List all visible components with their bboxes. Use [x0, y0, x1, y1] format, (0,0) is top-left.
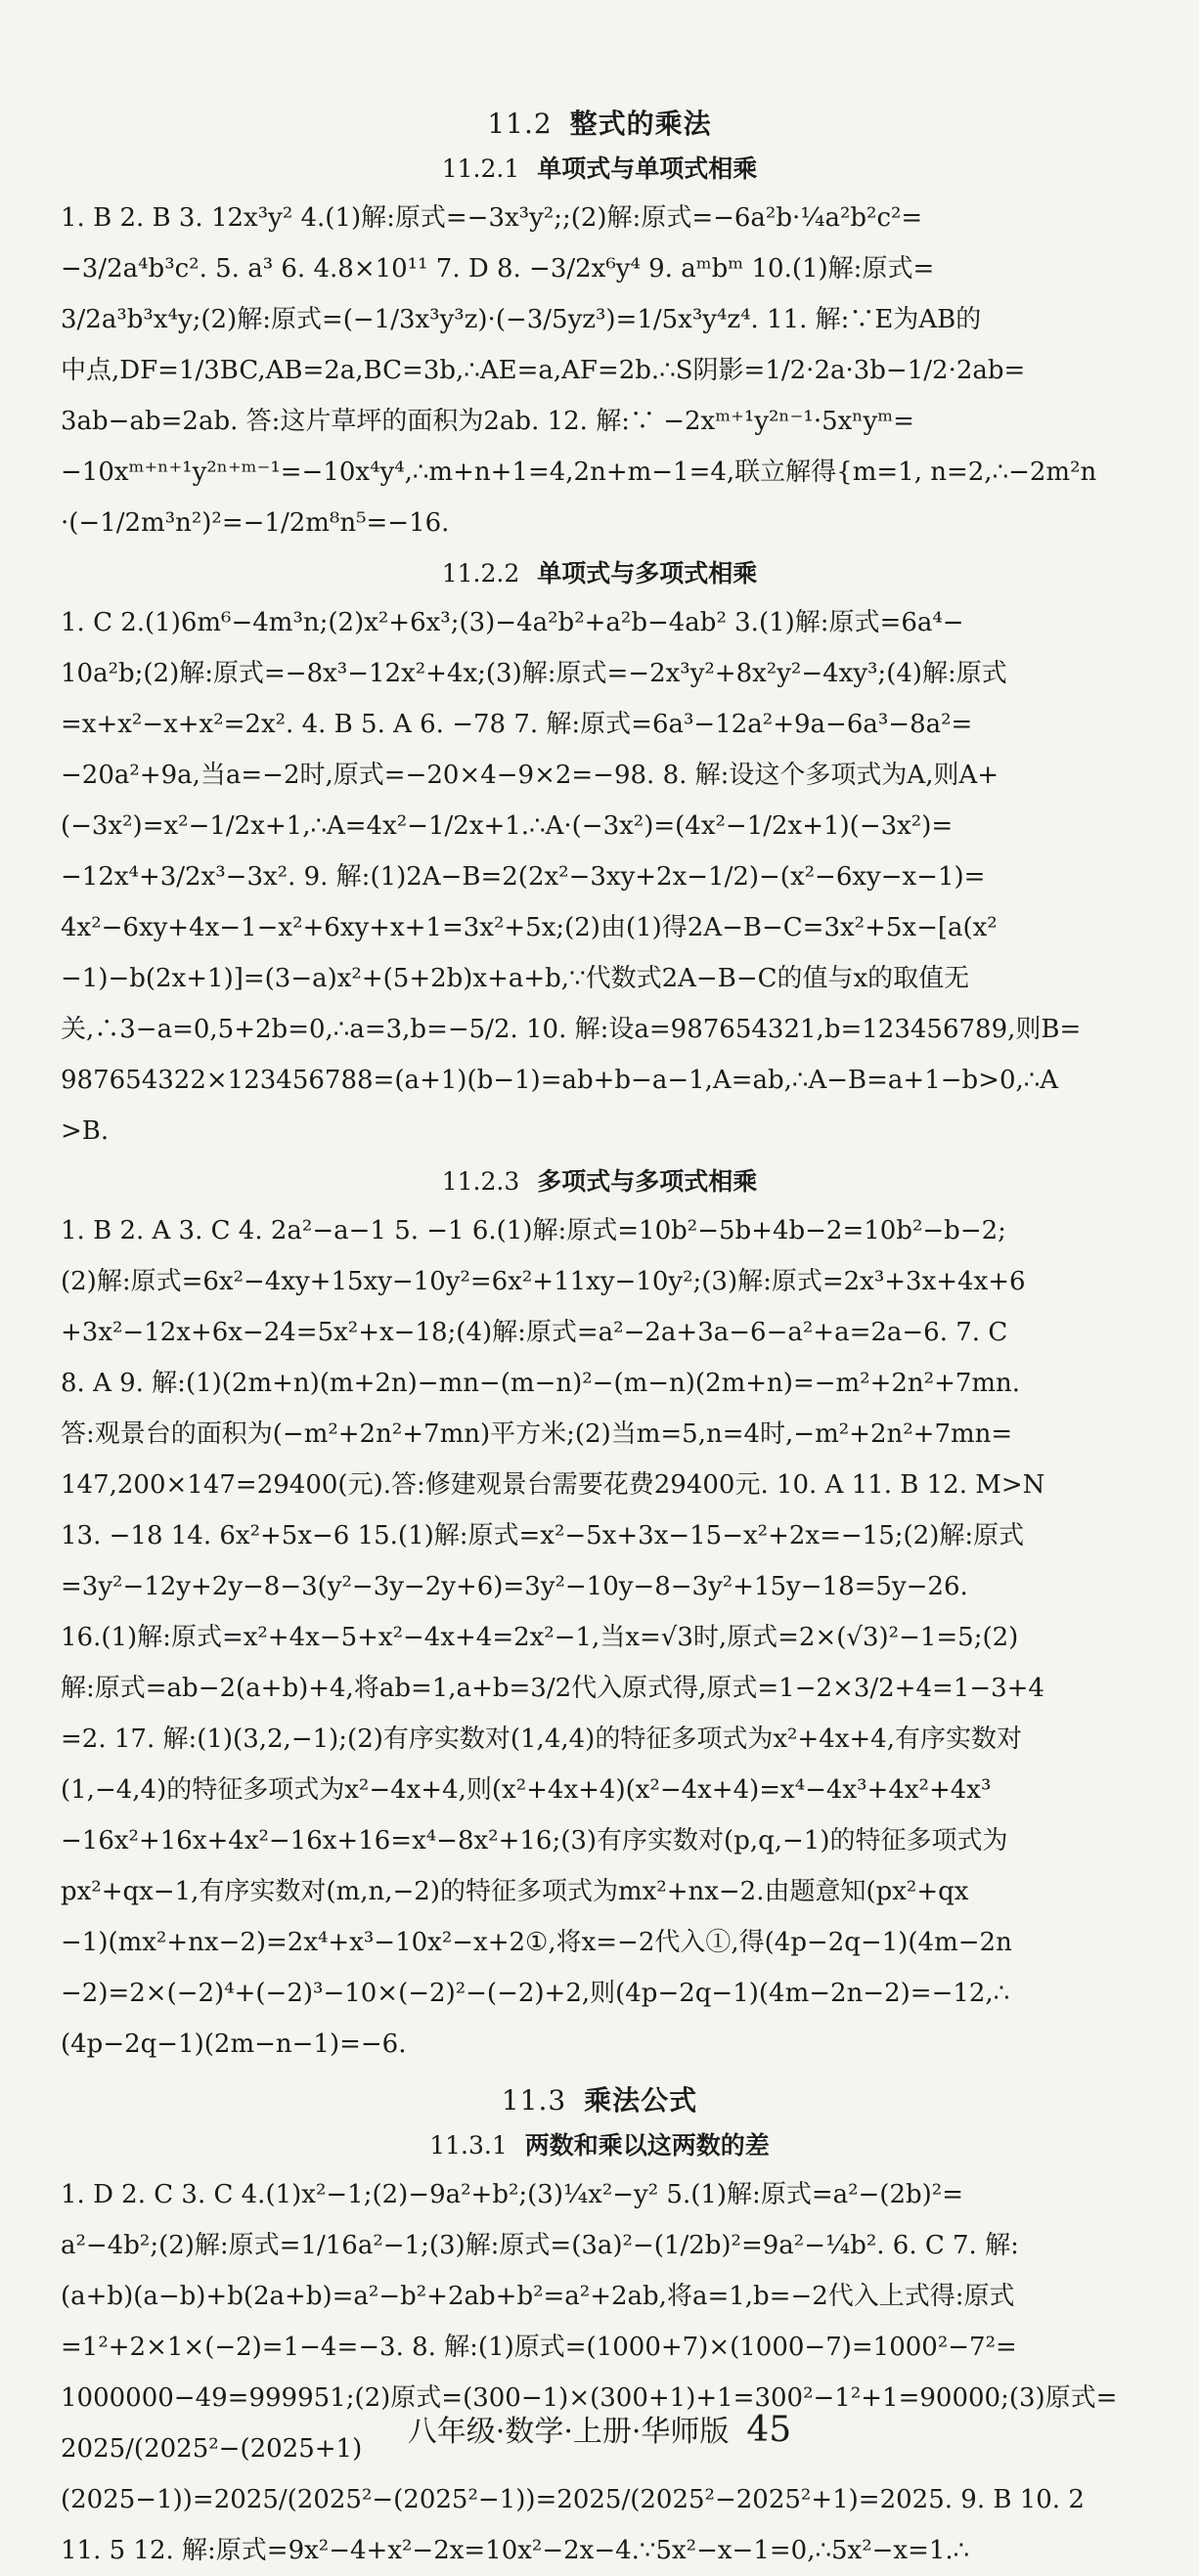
answer-line: 1. D 2. C 3. C 4.(1)x²−1;(2)−9a²+b²;(3)¼x²−y² 5.(1)解:原式=a²−(2b)²=	[61, 2180, 963, 2209]
heading-title: 单项式与多项式相乘	[537, 559, 758, 588]
heading-number: 11.2.2	[441, 559, 520, 588]
answer-line: 2025/(2025²−(2025+1)(2025−1))=2025/(2025²−(2025²−1))=2025/(2025²−2025²+1)=2025. 9. B 10. 2	[61, 2434, 1085, 2514]
answer-line: (1,−4,4)的特征多项式为x²−4x+4,则(x²+4x+4)(x²−4x+4)=x⁴−4x³+4x²+4x³	[61, 1775, 992, 1805]
answer-line: 147,200×147=29400(元).答:修建观景台需要花费29400元. 10. A 11. B 12. M>N	[61, 1470, 1045, 1500]
answer-line: 关,∴3−a=0,5+2b=0,∴a=3,b=−5/2. 10. 解:设a=987654321,b=123456789,则B=	[61, 1015, 1082, 1044]
answer-line: 1000000−49=999951;(2)原式=(300−1)×(300+1)+1=300²−1²+1=90000;(3)原式=	[61, 2383, 1118, 2413]
answer-line: >B.	[61, 1116, 110, 1146]
subsection-heading	[61, 1162, 1138, 1198]
answer-line: 答:观景台的面积为(−m²+2n²+7mn)平方米;(2)当m=5,n=4时,−m²+2n²+7mn=	[61, 1419, 1013, 1449]
answer-line: ·(−1/2m³n²)²=−1/2m⁸n⁵=−16.	[61, 508, 450, 538]
answer-line: 解:原式=ab−2(a+b)+4,将ab=1,a+b=3/2代入原式得,原式=1−2×3/2+4=1−3+4	[61, 1674, 1044, 1703]
heading-title: 多项式与多项式相乘	[537, 1167, 758, 1196]
answer-line: a²−4b²;(2)解:原式=1/16a²−1;(3)解:原式=(3a)²−(1/2b)²=9a²−¼b². 6. C 7. 解:	[61, 2231, 1019, 2260]
answer-line: =x+x²−x+x²=2x². 4. B 5. A 6. −78 7. 解:原式=6a³−12a²+9a−6a³−8a²=	[61, 710, 973, 739]
answer-line: 16.(1)解:原式=x²+4x−5+x²−4x+4=2x²−1,当x=√3时,原式=2×(√3)²−1=5;(2)	[61, 1623, 1019, 1652]
answer-line: 3ab−ab=2ab. 答:这片草坪的面积为2ab. 12. 解:∵ −2xᵐ⁺¹y²ⁿ⁻¹·5xⁿyᵐ=	[61, 407, 914, 436]
answer-line: (2)解:原式=6x²−4xy+15xy−10y²=6x²+11xy−10y²;(3)解:原式=2x³+3x+4x+6	[61, 1267, 1026, 1296]
answer-line: 987654322×123456788=(a+1)(b−1)=ab+b−a−1,A=ab,∴A−B=a+1−b>0,∴A	[61, 1066, 1059, 1095]
answer-line: 1. B 2. A 3. C 4. 2a²−a−1 5. −1 6.(1)解:原式=10b²−5b+4b−2=10b²−b−2;	[61, 1216, 1006, 1245]
answer-line: −3/2a⁴b³c². 5. a³ 6. 4.8×10¹¹ 7. D 8. −3/2x⁶y⁴ 9. aᵐbᵐ 10.(1)解:原式=	[61, 254, 935, 284]
heading-number: 11.2	[487, 108, 553, 140]
answer-line: px²+qx−1,有序实数对(m,n,−2)的特征多项式为mx²+nx−2.由题意知(px²+qx	[61, 1877, 969, 1906]
answer-block	[61, 597, 1138, 1157]
answer-line: 4x²−6xy+4x−1−x²+6xy+x+1=3x²+5x;(2)由(1)得2A−B−C=3x²+5x−[a(x²	[61, 913, 998, 942]
heading-title: 单项式与单项式相乘	[537, 154, 758, 183]
answer-line: 3/2a³b³x⁴y;(2)解:原式=(−1/3x³y³z)·(−3/5yz³)=1/5x³y⁴z⁴. 11. 解:∵E为AB的	[61, 305, 982, 334]
section-heading	[61, 103, 1138, 142]
answer-line: 10a²b;(2)解:原式=−8x³−12x²+4x;(3)解:原式=−2x³y²+8x²y²−4xy³;(4)解:原式	[61, 659, 1007, 688]
answer-line: 11. 5 12. 解:原式=9x²−4+x²−2x=10x²−2x−4.∵5x²−x−1=0,∴5x²−x=1.∴	[61, 2536, 970, 2565]
section-heading	[61, 2079, 1138, 2118]
answer-line: (4p−2q−1)(2m−n−1)=−6.	[61, 2030, 407, 2059]
answer-block	[61, 1205, 1138, 2070]
heading-title: 两数和乘以这两数的差	[524, 2131, 770, 2160]
page-content	[61, 103, 1138, 2576]
subsection-heading	[61, 2126, 1138, 2161]
answer-line: =3y²−12y+2y−8−3(y²−3y−2y+6)=3y²−10y−8−3y²+15y−18=5y−26.	[61, 1572, 968, 1601]
answer-line: 13. −18 14. 6x²+5x−6 15.(1)解:原式=x²−5x+3x−15−x²+2x=−15;(2)解:原式	[61, 1521, 1025, 1550]
answer-line: −1)−b(2x+1)]=(3−a)x²+(5+2b)x+a+b,∵代数式2A−B−C的值与x的取值无	[61, 964, 970, 993]
answer-line: 1. C 2.(1)6m⁶−4m³n;(2)x²+6x³;(3)−4a²b²+a²b−4ab² 3.(1)解:原式=6a⁴−	[61, 608, 964, 637]
answer-line: −20a²+9a,当a=−2时,原式=−20×4−9×2=−98. 8. 解:设这个多项式为A,则A+	[61, 761, 999, 790]
page-footer	[0, 2407, 1199, 2450]
answer-block	[61, 193, 1138, 548]
heading-number: 11.3	[501, 2084, 567, 2117]
subsection-heading	[61, 554, 1138, 589]
answer-line: −2)=2×(−2)⁴+(−2)³−10×(−2)²−(−2)+2,则(4p−2q−1)(4m−2n−2)=−12,∴	[61, 1979, 1010, 2008]
answer-line: (a+b)(a−b)+b(2a+b)=a²−b²+2ab+b²=a²+2ab,将a=1,b=−2代入上式得:原式	[61, 2282, 1015, 2311]
answer-line: −12x⁴+3/2x³−3x². 9. 解:(1)2A−B=2(2x²−3xy+2x−1/2)−(x²−6xy−x−1)=	[61, 862, 986, 892]
heading-title: 乘法公式	[584, 2084, 698, 2117]
heading-title: 整式的乘法	[569, 108, 712, 140]
answer-line: 中点,DF=1/3BC,AB=2a,BC=3b,∴AE=a,AF=2b.∴S阴影=1/2·2a·3b−1/2·2ab=	[61, 356, 1026, 385]
answer-line: 1. B 2. B 3. 12x³y² 4.(1)解:原式=−3x³y²;;(2)解:原式=−6a²b·¼a²b²c²=	[61, 203, 923, 233]
answer-line: =2. 17. 解:(1)(3,2,−1);(2)有序实数对(1,4,4)的特征多项式为x²+4x+4,有序实数对	[61, 1725, 1022, 1754]
answer-line: −16x²+16x+4x²−16x+16=x⁴−8x²+16;(3)有序实数对(p,q,−1)的特征多项式为	[61, 1826, 1008, 1856]
heading-number: 11.3.1	[429, 2131, 508, 2160]
subsection-heading	[61, 150, 1138, 185]
page-number: 45	[746, 2410, 792, 2450]
answer-line: +3x²−12x+6x−24=5x²+x−18;(4)解:原式=a²−2a+3a−6−a²+a=2a−6. 7. C	[61, 1318, 1008, 1347]
footer-label: 八年级·数学·上册·华师版	[407, 2415, 730, 2449]
heading-number: 11.2.3	[441, 1167, 520, 1196]
answer-line: −10xᵐ⁺ⁿ⁺¹y²ⁿ⁺ᵐ⁻¹=−10x⁴y⁴,∴m+n+1=4,2n+m−1=4,联立解得{m=1, n=2,∴−2m²n	[61, 458, 1097, 487]
answer-line: 8. A 9. 解:(1)(2m+n)(m+2n)−mn−(m−n)²−(m−n)(2m+n)=−m²+2n²+7mn.	[61, 1369, 1021, 1398]
heading-number: 11.2.1	[441, 154, 520, 183]
answer-line: −1)(mx²+nx−2)=2x⁴+x³−10x²−x+2①,将x=−2代入①,得(4p−2q−1)(4m−2n	[61, 1928, 1012, 1957]
answer-line: =1²+2×1×(−2)=1−4=−3. 8. 解:(1)原式=(1000+7)×(1000−7)=1000²−7²=	[61, 2333, 1017, 2362]
answer-line: (−3x²)=x²−1/2x+1,∴A=4x²−1/2x+1.∴A·(−3x²)=(4x²−1/2x+1)(−3x²)=	[61, 811, 954, 841]
answer-block	[61, 2169, 1138, 2576]
